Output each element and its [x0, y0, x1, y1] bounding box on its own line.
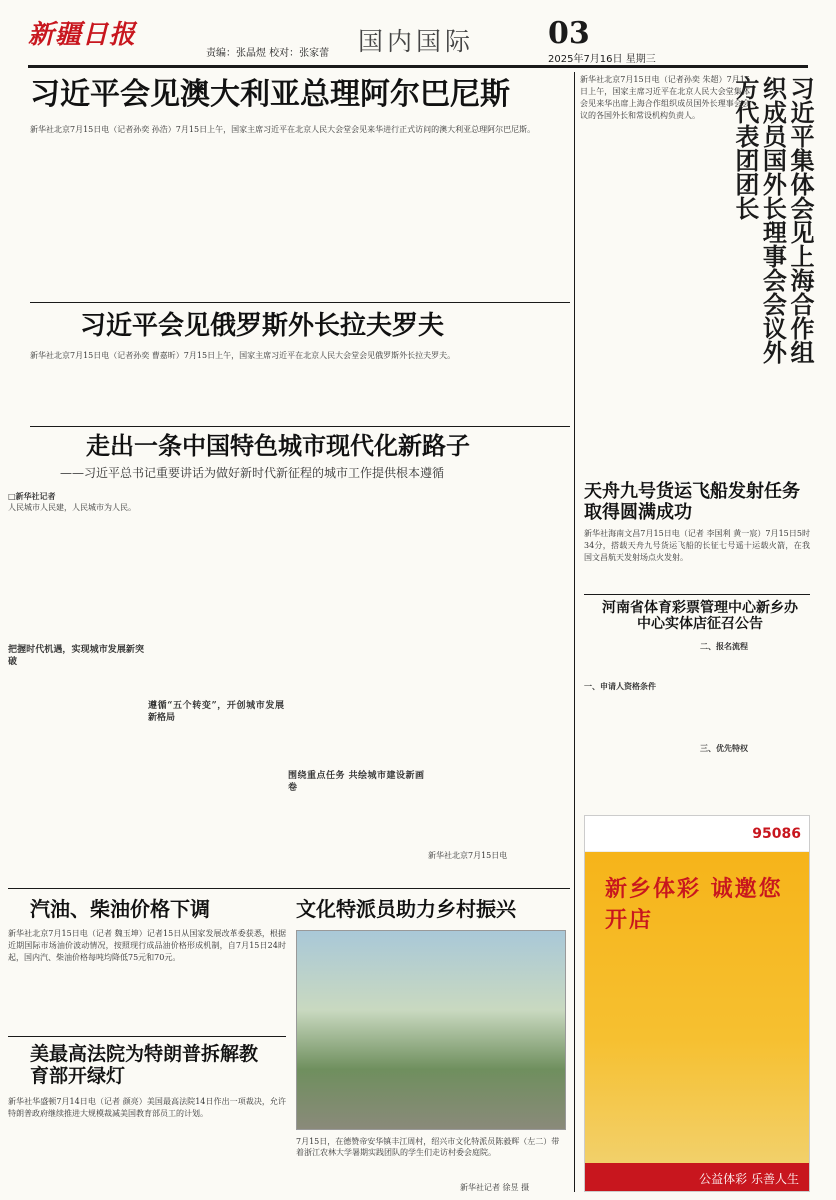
- article-a4-sub2: 遵循“五个转变”，开创城市发展新格局: [148, 701, 284, 723]
- issue-date: 2025年7月16日 星期三: [548, 54, 656, 65]
- ad-slogan: 新乡体彩 诚邀您开店: [605, 876, 783, 933]
- masthead-logo: 新疆日报: [28, 20, 137, 50]
- article-a6-h3: 三、优先特权: [700, 743, 748, 753]
- article-a5-lead: 新华社海南文昌7月15日电（记者 李国利 黄一宸）7月15日5时34分，搭载天舟九号货运飞船的长征七号遥十运载火箭，在我国文昌航天发射场点火发射。: [584, 529, 810, 562]
- article-a2-body-cont: [580, 380, 810, 464]
- divider: [584, 594, 810, 595]
- editor-credit: 责编：张晶煜 校对：张家蕾: [206, 48, 330, 59]
- ad-footer: 公益体彩 乐善人生: [585, 1163, 809, 1191]
- article-a4-sub1: 把握时代机遇，实现城市发展新突破: [8, 645, 144, 667]
- section-name: 国内国际: [358, 27, 475, 56]
- headline-a8: 文化特派员助力乡村振兴: [296, 897, 516, 921]
- article-a2-body: [580, 74, 750, 374]
- page-number: 03: [548, 16, 590, 51]
- article-a4-lead: 人民城市人民建，人民城市为人民。: [8, 503, 136, 512]
- headline-a6: 河南省体育彩票管理中心新乡办中心实体店征召公告: [602, 600, 798, 633]
- article-a4-end: 新华社北京7月15日电: [428, 851, 508, 860]
- photo-credit: 新华社记者 徐昱 摄: [460, 1183, 530, 1192]
- article-a4-col4: [428, 490, 564, 885]
- article-a6-col2: [700, 640, 810, 810]
- headline-a4: 走出一条中国特色城市现代化新路子: [86, 431, 470, 460]
- subtitle-a4: ——习近平总书记重要讲话为做好新时代新征程的城市工作提供根本遵循: [60, 466, 445, 480]
- article-a5-body: [584, 528, 810, 588]
- article-a9-lead: 新华社华盛顿7月14日电（记者 颜亮）美国最高法院14日作出一项裁决，允许特朗普政府继续推进大规模裁减美国教育部员工的计划。: [8, 1097, 286, 1118]
- news-photo: [296, 930, 566, 1130]
- article-a4-byline: □新华社记者: [8, 491, 56, 501]
- headline-a3: 习近平会见俄罗斯外长拉夫罗夫: [80, 311, 445, 341]
- headline-a7: 汽油、柴油价格下调: [30, 897, 210, 921]
- column-divider: [574, 472, 575, 1192]
- article-a4-sub3: 围绕重点任务 共绘城市建设新画卷: [288, 771, 424, 793]
- article-a9-body: [8, 1096, 286, 1192]
- divider: [30, 426, 570, 427]
- article-a4-col1: [8, 490, 144, 885]
- column-divider: [574, 72, 575, 472]
- headline-a5: 天舟九号货运飞船发射任务取得圆满成功: [584, 481, 800, 523]
- divider: [8, 888, 570, 889]
- article-a4-col3: [288, 490, 424, 885]
- article-a7-body: [8, 928, 286, 1032]
- ad-header: [585, 816, 809, 852]
- ad-body: [585, 852, 809, 1163]
- article-a6-h1: 一、申请人资格条件: [584, 681, 656, 691]
- article-a6-col1: [584, 640, 694, 810]
- headline-a2: 习近平集体会见上海合作组织成员国外长理事会会议外方代表团团长: [730, 76, 815, 364]
- article-a3-body: [30, 350, 570, 422]
- headline-a9: 美最高法院为特朗普拆解教育部开绿灯: [30, 1043, 259, 1087]
- headline-a1: 习近平会见澳大利亚总理阿尔巴尼斯: [30, 77, 510, 112]
- divider: [30, 302, 570, 303]
- article-a3-lead: 新华社北京7月15日电（记者孙奕 曹嘉昕）7月15日上午，国家主席习近平在北京人民大会堂会见俄罗斯外长拉夫罗夫。: [30, 351, 456, 360]
- article-a1-body: [30, 124, 570, 298]
- ad-hotline: 95086: [752, 826, 801, 842]
- article-a1-lead: 新华社北京7月15日电（记者孙奕 孙浩）7月15日上午，国家主席习近平在北京人民大会堂会见来华进行正式访问的澳大利亚总理阿尔巴尼斯。: [30, 125, 536, 134]
- article-a4-col2: [148, 490, 284, 885]
- divider: [8, 1036, 286, 1037]
- photo-caption: 7月15日，在德赞帝安华镇丰江周村，绍兴市文化特派员陈毅辉（左二）带着浙江农林大学暑期实践团队的学生们走访村委会庭院。: [296, 1137, 560, 1157]
- article-a6-h2: 二、报名流程: [700, 641, 748, 651]
- page-header: [28, 10, 808, 68]
- article-a2-lead: 新华社北京7月15日电（记者孙奕 朱超）7月15日上午，国家主席习近平在北京人民大会堂集体会见来华出席上海合作组织成员国外长理事会会议的各国外长和常设机构负责人。: [580, 75, 750, 120]
- lottery-advertisement: [584, 815, 810, 1192]
- article-a7-lead: 新华社北京7月15日电（记者 魏玉坤）记者15日从国家发展改革委获悉，根据近期国际市场油价波动情况，按照现行成品油价格形成机制，自7月15日24时起，国内汽、柴油价格每吨均降低75元和70元。: [8, 929, 286, 962]
